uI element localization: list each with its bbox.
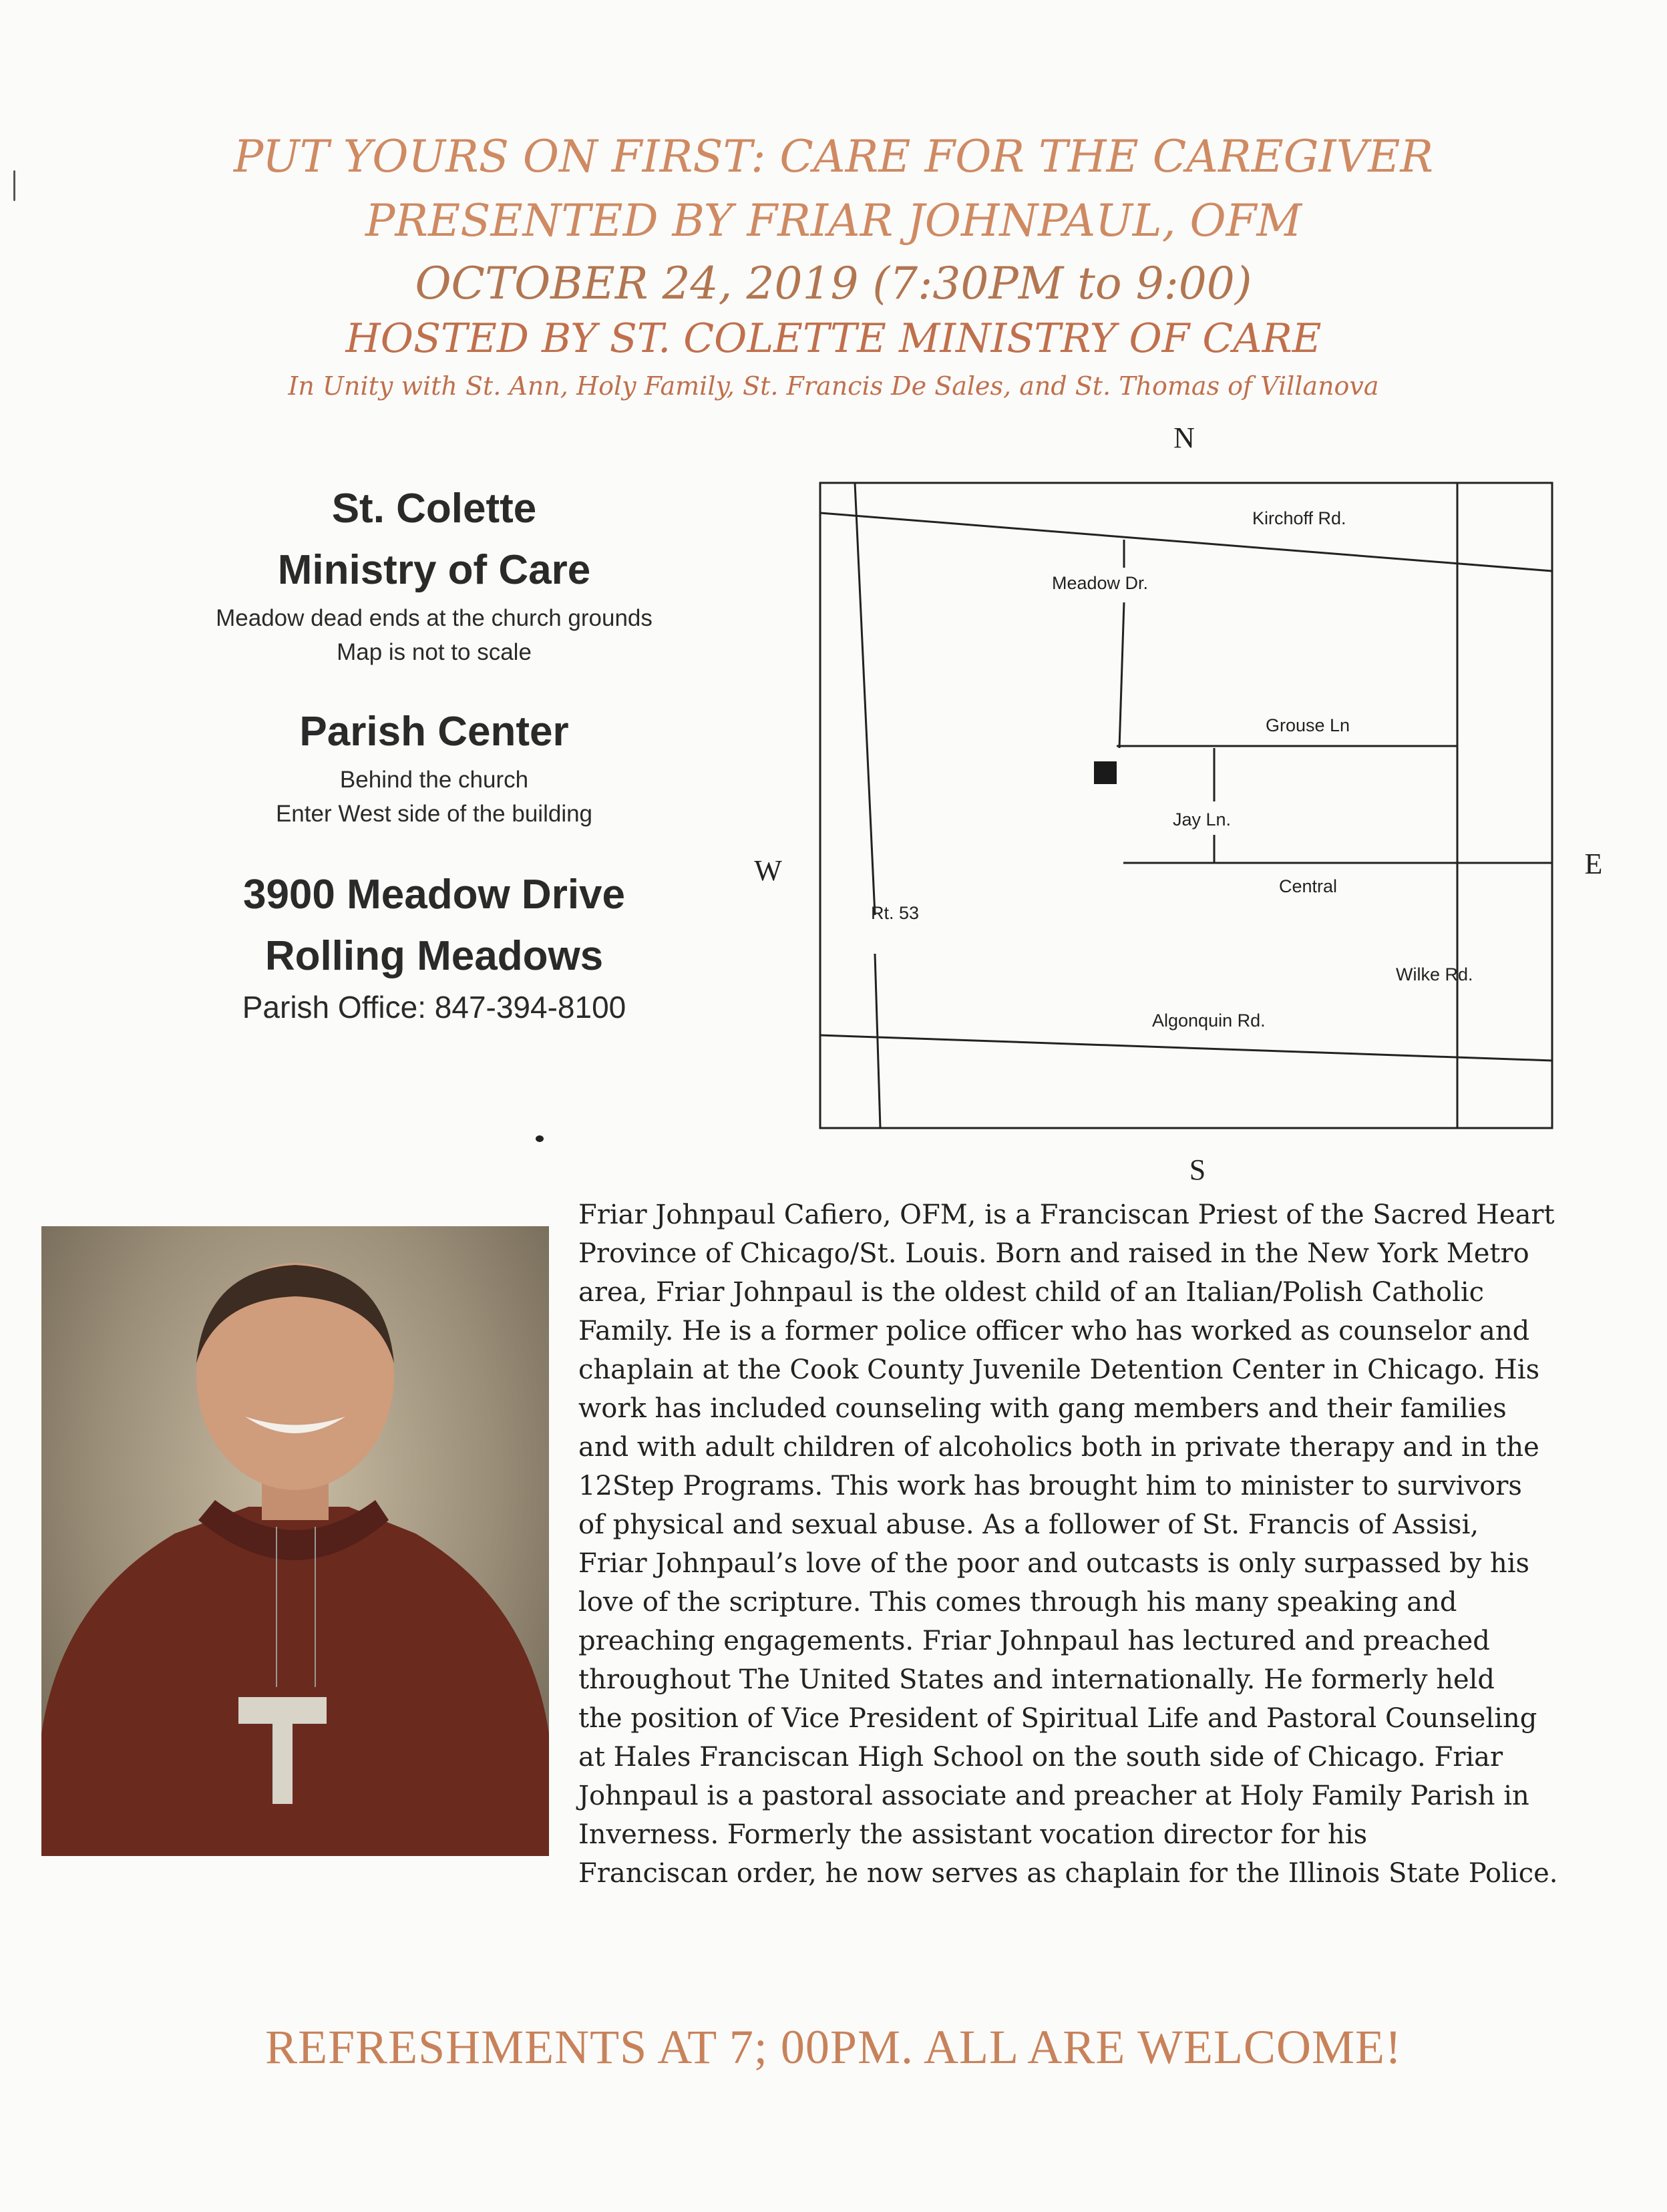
bio-line: of physical and sexual abuse. As a follower of St. Francis of Assisi,	[578, 1509, 1479, 1540]
parish-center-title: Parish Center	[299, 709, 569, 755]
friar-biography	[578, 1195, 1580, 1893]
compass-east: E	[1584, 848, 1603, 880]
bio-line: Family. He is a former police officer who has worked as counselor and	[578, 1316, 1530, 1346]
bio-line: at Hales Franciscan High School on the south side of Chicago. Friar	[578, 1742, 1503, 1773]
bio-line: love of the scripture. This comes through his many speaking and	[578, 1587, 1457, 1618]
bio-line: area, Friar Johnpaul is the oldest child of an Italian/Polish Catholic	[578, 1277, 1485, 1308]
event-title: PUT YOURS ON FIRST: CARE FOR THE CAREGIVER	[233, 131, 1434, 182]
meadow-drive-line-lower	[1119, 602, 1124, 748]
ministry-name: St. Colette	[331, 486, 537, 532]
label-meadow-drive: Meadow Dr.	[1052, 573, 1149, 593]
host-line: HOSTED BY ST. COLETTE MINISTRY OF CARE	[345, 315, 1322, 362]
directions-map	[735, 414, 1640, 1195]
bio-line: Province of Chicago/St. Louis. Born and raised in the New York Metro	[578, 1238, 1529, 1269]
label-central: Central	[1279, 876, 1338, 896]
bio-line: throughout The United States and internationally. He formerly held	[578, 1664, 1495, 1695]
parish-center-entry: Enter West side of the building	[275, 801, 593, 827]
unity-parishes-line: In Unity with St. Ann, Holy Family, St. Francis De Sales, and St. Thomas of Villanova	[288, 371, 1379, 401]
church-marker	[1094, 761, 1117, 784]
bio-line: 12Step Programs. This work has brought him to minister to survivors	[578, 1471, 1522, 1501]
rt53-line-lower	[875, 954, 880, 1128]
ministry-block	[134, 478, 735, 669]
algonquin-road-line	[820, 1035, 1552, 1061]
bio-line: Friar Johnpaul Cafiero, OFM, is a Franciscan Priest of the Sacred Heart	[578, 1200, 1555, 1230]
rt53-line-upper	[855, 483, 875, 915]
map-note-meadow: Meadow dead ends at the church grounds	[216, 605, 653, 631]
parish-office-phone: Parish Office: 847-394-8100	[242, 990, 626, 1025]
bio-line: Franciscan order, he now serves as chaplain for the Illinois State Police.	[578, 1858, 1558, 1889]
bio-line: Friar Johnpaul’s love of the poor and outcasts is only surpassed by his	[578, 1548, 1530, 1579]
map-border	[820, 483, 1552, 1128]
kirchoff-road-line	[820, 513, 1552, 571]
parish-center-block	[134, 701, 735, 831]
compass-north: N	[1173, 421, 1195, 454]
label-rt53: Rt. 53	[871, 903, 920, 923]
bio-line: Johnpaul is a pastoral associate and preacher at Holy Family Parish in	[578, 1781, 1529, 1811]
label-jay-lane: Jay Ln.	[1173, 809, 1232, 830]
scan-mark	[13, 170, 15, 201]
label-wilke-road: Wilke Rd.	[1396, 964, 1473, 984]
event-date: OCTOBER 24, 2019 (7:30PM to 9:00)	[415, 258, 1252, 309]
label-algonquin-road: Algonquin Rd.	[1152, 1010, 1266, 1031]
bio-line: preaching engagements. Friar Johnpaul has lectured and preached	[578, 1626, 1490, 1656]
map-note-scale: Map is not to scale	[337, 639, 532, 665]
label-grouse-lane: Grouse Ln	[1266, 715, 1350, 735]
compass-south: S	[1189, 1153, 1206, 1186]
bio-line: and with adult children of alcoholics both in private therapy and in the	[578, 1432, 1539, 1463]
parish-center-location: Behind the church	[339, 767, 529, 793]
refreshments-welcome-banner: REFRESHMENTS AT 7; 00PM. ALL ARE WELCOME!	[265, 2020, 1402, 2074]
label-kirchoff-road: Kirchoff Rd.	[1252, 508, 1346, 528]
ministry-subtitle: Ministry of Care	[277, 547, 591, 593]
presenter-line: PRESENTED BY FRIAR JOHNPAUL, OFM	[365, 195, 1302, 246]
compass-west: W	[754, 854, 782, 887]
friar-portrait-photo	[41, 1226, 549, 1856]
street-address: 3900 Meadow Drive	[242, 872, 626, 918]
bio-line: work has included counseling with gang members and their families	[578, 1393, 1507, 1424]
city: Rolling Meadows	[264, 933, 604, 979]
scan-speck	[536, 1135, 544, 1142]
bio-line: Inverness. Formerly the assistant vocation director for his	[578, 1819, 1368, 1850]
bio-line: the position of Vice President of Spiritual Life and Pastoral Counseling	[578, 1703, 1537, 1734]
bio-line: chaplain at the Cook County Juvenile Detention Center in Chicago. His	[578, 1354, 1540, 1385]
address-block	[134, 864, 735, 1027]
